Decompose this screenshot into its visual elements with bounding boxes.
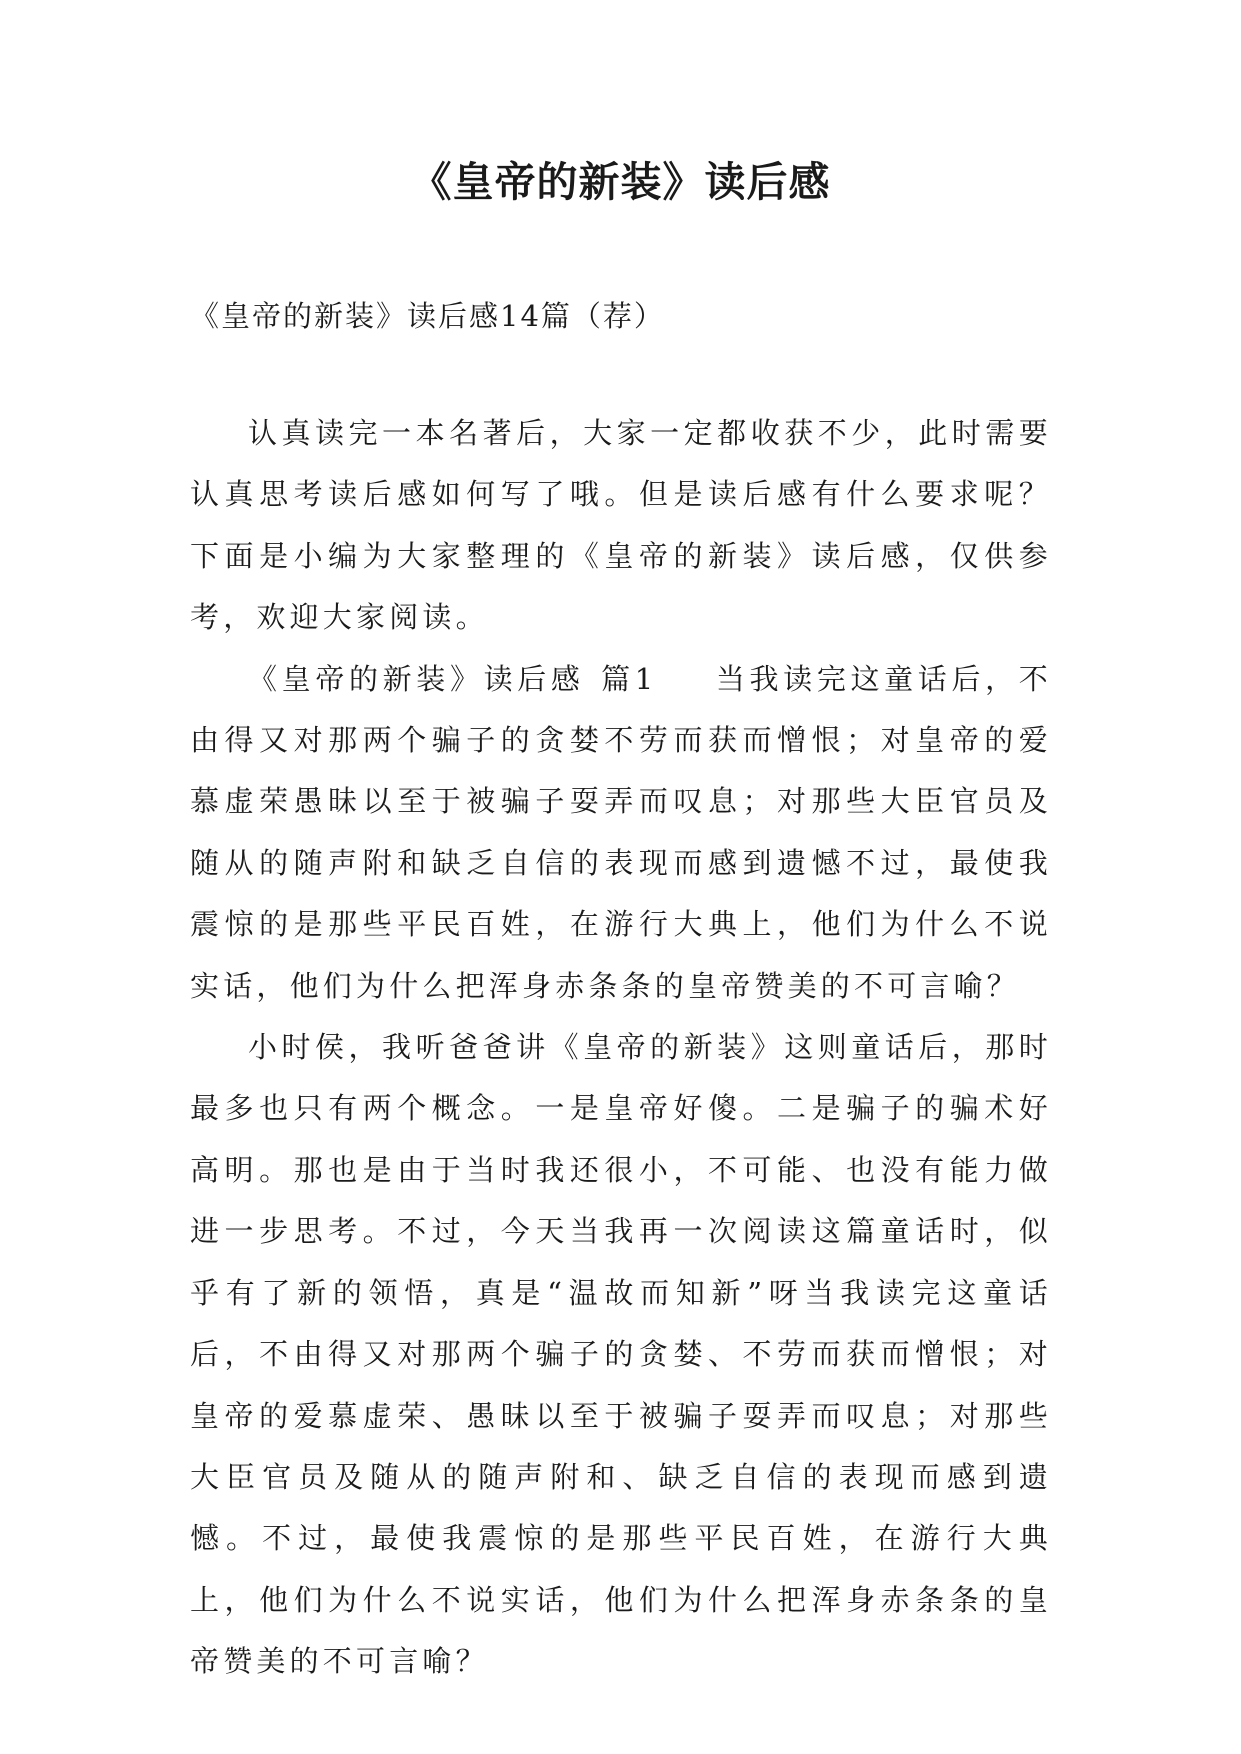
section-1-heading: 《皇帝的新装》读后感 (248, 661, 585, 696)
section-1-label: 篇1 (600, 661, 658, 696)
document-subtitle: 《皇帝的新装》读后感14篇（荐） (190, 299, 665, 333)
document-body (190, 403, 1052, 1693)
body-paragraph-3: 小时侯，我听爸爸讲《皇帝的新装》这则童话后，那时最多也只有两个概念。一是皇帝好傻。二是骗子的骗术好高明。那也是由于当时我还很小，不可能、也没有能力做进一步思考。不过，今天当我再一次阅读这篇童话时，似乎有了新的领悟，真是“温故而知新”呀当我读完这童话后，不由得又对那两个骗子的贪婪、不劳而获而憎恨；对皇帝的爱慕虚荣、愚昧以至于被骗子耍弄而叹息；对那些大臣官员及随从的随声附和、缺乏自信的表现而感到遗憾。不过，最使我震惊的是那些平民百姓，在游行大典上，他们为什么不说实话，他们为什么把浑身赤条条的皇帝赞美的不可言喻？ (190, 1030, 1052, 1679)
document-title: 《皇帝的新装》读后感 (410, 158, 831, 206)
intro-paragraph: 认真读完一本名著后，大家一定都收获不少，此时需要认真思考读后感如何写了哦。但是读后感有什么要求呢？下面是小编为大家整理的《皇帝的新装》读后感，仅供参考，欢迎大家阅读。 (190, 416, 1052, 635)
section-1-paragraph (190, 649, 1052, 1017)
section-1-text: 当我读完这童话后，不由得又对那两个骗子的贪婪不劳而获而憎恨；对皇帝的爱慕虚荣愚昧以至于被骗子耍弄而叹息；对那些大臣官员及随从的随声附和缺乏自信的表现而感到遗憾不过，最使我震惊的是那些平民百姓，在游行大典上，他们为什么不说实话，他们为什么把浑身赤条条的皇帝赞美的不可言喻？ (190, 661, 1052, 1003)
